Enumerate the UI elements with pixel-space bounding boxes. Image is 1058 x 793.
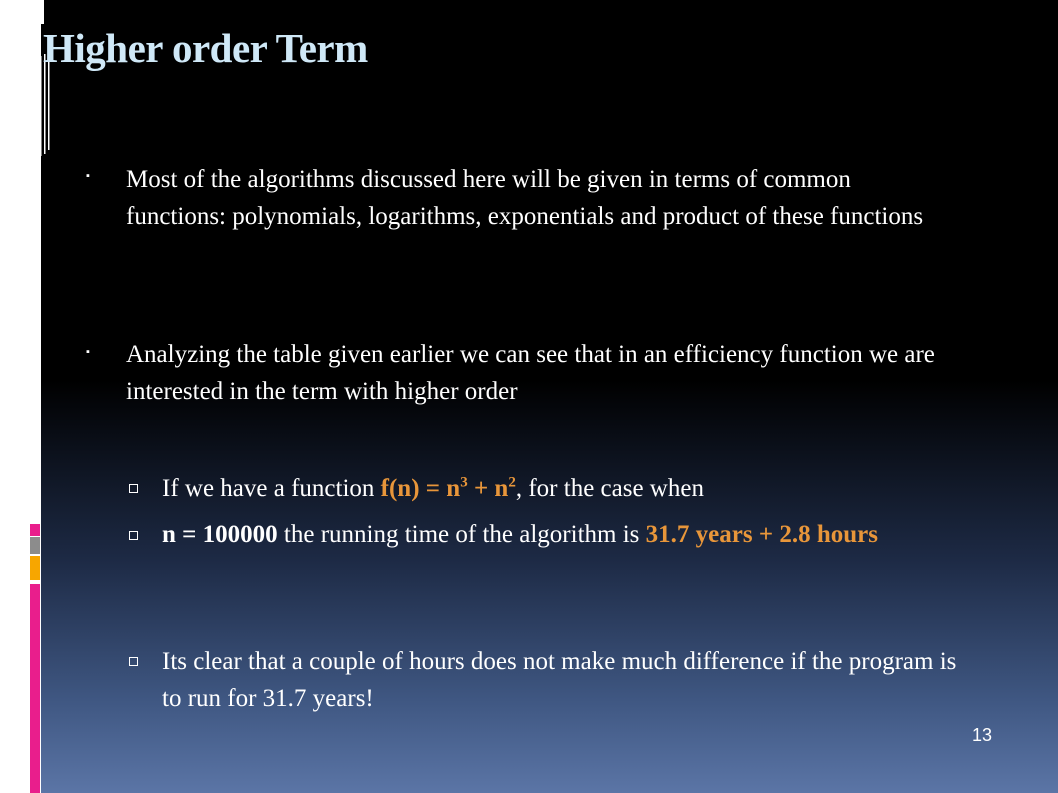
sub-bullet-square-icon [129, 657, 138, 666]
sub1-pre: If we have a function [162, 475, 381, 502]
formula-exponent-1: 3 [460, 474, 468, 491]
bullet-text-1: Most of the algorithms discussed here will be given in terms of common functions: polynomials, logarithms, exponentials and product of these functions [126, 166, 924, 230]
bullet-square-icon: ▪ [86, 346, 90, 358]
sub-bullet-text-1 [162, 470, 972, 507]
bullet-text-2: Analyzing the table given earlier we can see that in an efficiency function we are interested in the term with higher order [126, 341, 935, 405]
formula-part-2: + n [467, 475, 509, 502]
sub-bullet-text-2 [162, 516, 972, 553]
accent-thin-line-2 [22, 536, 24, 555]
slide-title: Higher order Term [43, 25, 368, 71]
sub-bullet-square-icon [129, 484, 138, 493]
formula-exponent-2: 2 [508, 474, 516, 491]
page-number: 13 [972, 725, 993, 745]
sub-bullet-square-icon [129, 531, 138, 540]
accent-pink-long-bar [30, 584, 40, 793]
sub2-mid: the running time of the algorithm is [277, 521, 646, 548]
bullet-square-icon: ▪ [86, 170, 90, 182]
sub1-post: , for the case when [515, 475, 704, 502]
accent-gray-bar [30, 537, 40, 554]
sub2-bold: n = 100000 [162, 521, 278, 548]
sub2-highlight: 31.7 years + 2.8 hours [645, 521, 878, 548]
accent-pink-bar [30, 524, 40, 536]
formula-part-1: f(n) = n [380, 475, 461, 502]
accent-orange-bar [30, 556, 40, 580]
sub-bullet-text-3: Its clear that a couple of hours does not make much difference if the program is to run for 31.7 years! [162, 648, 957, 712]
accent-thin-line-1 [18, 536, 20, 555]
